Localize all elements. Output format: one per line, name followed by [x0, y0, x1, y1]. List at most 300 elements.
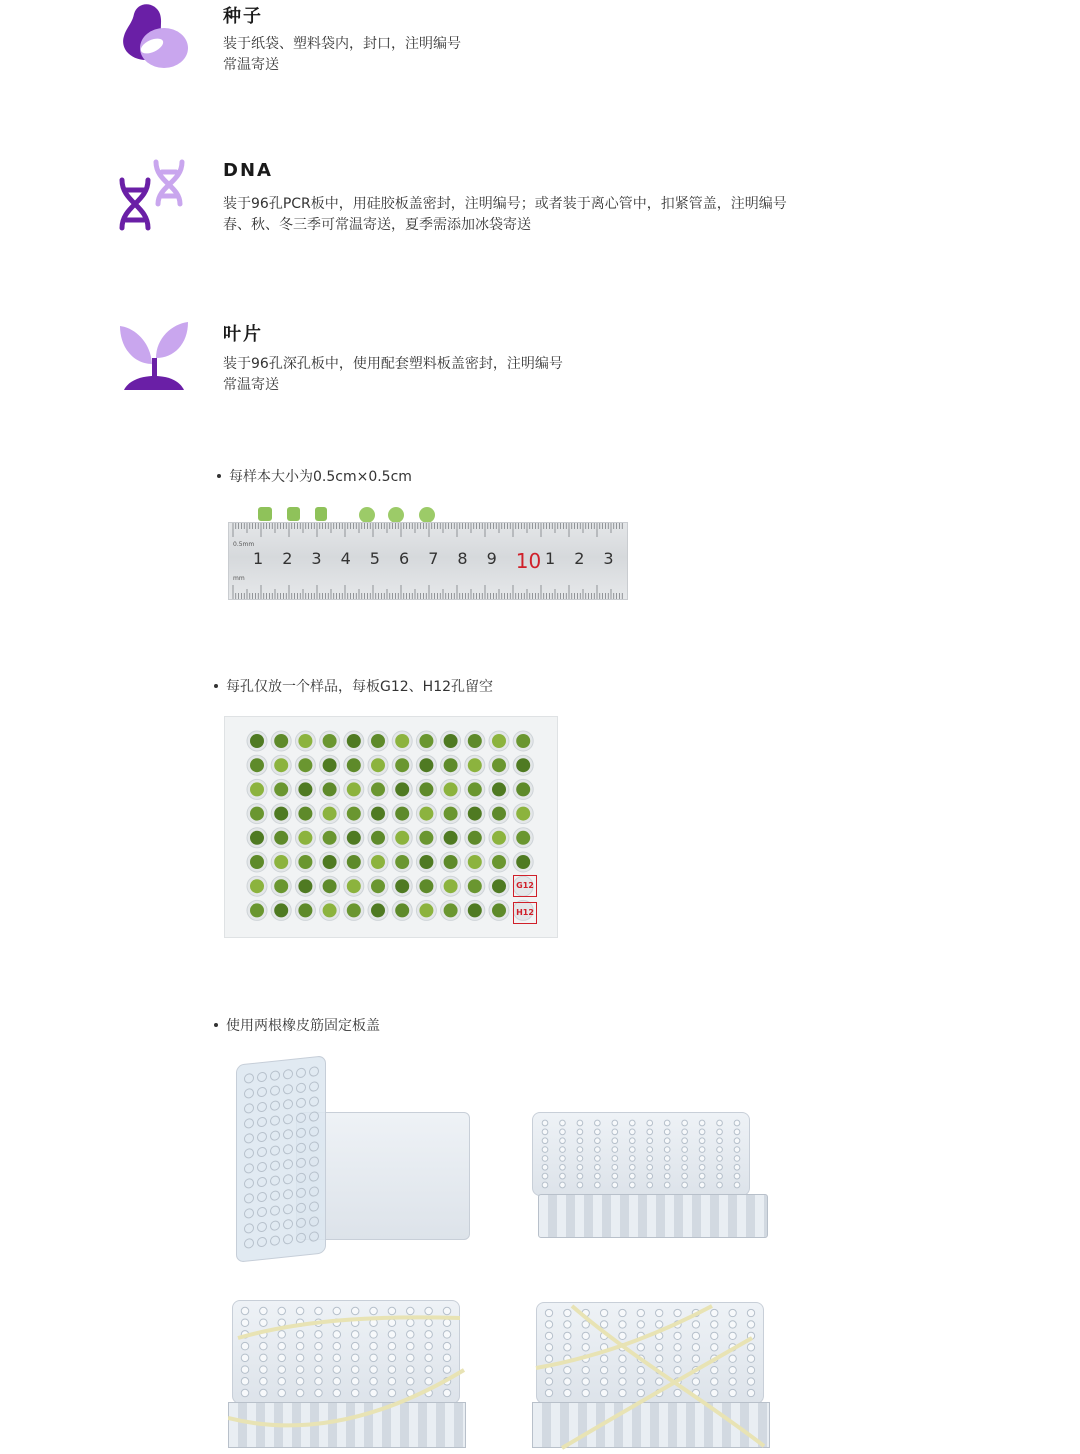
- section-line: 常温寄送: [223, 57, 279, 73]
- lid-well: [284, 1129, 293, 1139]
- bullet-text: 每孔仅放一个样品，每板G12、H12孔留空: [226, 679, 494, 695]
- ruler-number: 4: [340, 549, 351, 568]
- ruler-scale-label: 0.5mm: [233, 541, 255, 548]
- plate-well: [647, 1129, 653, 1135]
- plate-well: [577, 1120, 583, 1126]
- lid-well: [297, 1158, 306, 1168]
- lid-well: [284, 1099, 293, 1109]
- rubber-bands: [532, 1298, 770, 1450]
- plate-well: [560, 1120, 566, 1126]
- plate-well: [542, 1129, 548, 1135]
- plate-well: [682, 1173, 688, 1179]
- lid-well: [284, 1174, 293, 1184]
- lid-well: [271, 1101, 280, 1111]
- plate-well: [717, 1147, 723, 1153]
- lid-well: [258, 1132, 267, 1142]
- plate-well: [595, 1147, 601, 1153]
- plate-well: [629, 1182, 635, 1188]
- leaf-sample: [516, 807, 530, 821]
- plate-lid: [236, 1055, 326, 1262]
- leaf-sample: [371, 734, 385, 748]
- leaf-sample: [444, 831, 458, 845]
- leaf-sample: [323, 879, 337, 893]
- leaf-sample: [419, 855, 433, 869]
- lid-well: [297, 1143, 306, 1153]
- plate-well: [717, 1182, 723, 1188]
- plate-well: [612, 1164, 618, 1170]
- leaf-sample: [516, 782, 530, 796]
- plate-well: [664, 1156, 670, 1162]
- plate-well: [682, 1156, 688, 1162]
- ruler-number: 3: [603, 549, 614, 568]
- leaf-sample: [250, 855, 264, 869]
- leaf-sample: [444, 903, 458, 917]
- ruler-unit-label: mm: [233, 575, 245, 582]
- plate-well: [734, 1164, 740, 1170]
- lid-well: [271, 1146, 280, 1156]
- leaf-sample: [298, 734, 312, 748]
- lid-well: [284, 1219, 293, 1229]
- leaf-sample: [419, 782, 433, 796]
- plate-well: [734, 1173, 740, 1179]
- leaf-sample: [323, 807, 337, 821]
- plate-well: [664, 1138, 670, 1144]
- lid-well: [310, 1112, 319, 1122]
- lid-well: [271, 1236, 280, 1246]
- leaf-sample: [419, 903, 433, 917]
- leaf-sample: [323, 782, 337, 796]
- ruler-number: 6: [399, 549, 410, 568]
- leaf-sample: [274, 782, 288, 796]
- plate-well: [664, 1129, 670, 1135]
- lid-well: [297, 1113, 306, 1123]
- plate-well: [647, 1173, 653, 1179]
- plate-well: [612, 1173, 618, 1179]
- leaf-sample: [468, 734, 482, 748]
- plate-well: [664, 1147, 670, 1153]
- leaf-sample: [419, 807, 433, 821]
- leaf-sample: [371, 831, 385, 845]
- lid-well: [271, 1176, 280, 1186]
- plate-well: [682, 1147, 688, 1153]
- leaf-sample: [250, 831, 264, 845]
- leaf-sample: [371, 879, 385, 893]
- lid-well: [310, 1142, 319, 1152]
- ruler-number: 1: [253, 549, 264, 568]
- leaf-sample: [250, 879, 264, 893]
- leaf-sample: [444, 734, 458, 748]
- plate-well: [577, 1164, 583, 1170]
- ruler-number: 2: [282, 549, 293, 568]
- plate-well: [612, 1138, 618, 1144]
- leaf-sample: [395, 758, 409, 772]
- plate-well: [664, 1120, 670, 1126]
- leaf-sample: [323, 734, 337, 748]
- leaf-sample: [444, 782, 458, 796]
- leaf-sample: [250, 807, 264, 821]
- plate-well: [629, 1138, 635, 1144]
- plate-well: [734, 1120, 740, 1126]
- section-line: 装于96孔PCR板中，用硅胶板盖密封，注明编号；或者装于离心管中，扣紧管盖，注明编号: [223, 196, 787, 212]
- leaf-sample: [323, 831, 337, 845]
- plate-well: [577, 1156, 583, 1162]
- leaf-sample: [492, 734, 506, 748]
- leaf-sample: [516, 831, 530, 845]
- section-title: 种子: [223, 6, 263, 27]
- seed-icon: [116, 0, 192, 76]
- plate-well: [577, 1129, 583, 1135]
- plate-well: [560, 1129, 566, 1135]
- lid-well: [258, 1087, 267, 1097]
- plate-well: [664, 1182, 670, 1188]
- lid-well: [245, 1208, 254, 1218]
- ruler-number: 9: [486, 549, 497, 568]
- leaf-sample: [347, 758, 361, 772]
- plate-well: [699, 1182, 705, 1188]
- plate-well: [595, 1120, 601, 1126]
- plate-well: [647, 1182, 653, 1188]
- leaf-sample: [419, 831, 433, 845]
- plate-well: [734, 1138, 740, 1144]
- section-line: 装于96孔深孔板中，使用配套塑料板盖密封，注明编号: [223, 356, 563, 372]
- plate-well: [595, 1138, 601, 1144]
- dna-icon: [116, 158, 192, 234]
- lid-well: [271, 1071, 280, 1081]
- leaf-sample: [298, 879, 312, 893]
- ruler-photo: [228, 500, 628, 600]
- section-title: 叶片: [223, 324, 263, 345]
- plate-well: [734, 1156, 740, 1162]
- lid-well: [245, 1073, 254, 1083]
- plate-with-bands-photo: [532, 1298, 770, 1450]
- bullet-dot: [217, 474, 221, 478]
- plate-well: [542, 1138, 548, 1144]
- bullet-item: [217, 466, 412, 486]
- leaf-sample: [395, 831, 409, 845]
- plate-well: [612, 1156, 618, 1162]
- plate-well: [699, 1147, 705, 1153]
- leaf-sample: [347, 807, 361, 821]
- lid-well: [310, 1157, 319, 1167]
- plate-well: [577, 1182, 583, 1188]
- lid-well: [284, 1234, 293, 1244]
- lid-well: [284, 1144, 293, 1154]
- ruler-number: 2: [574, 549, 585, 568]
- plate-well: [699, 1156, 705, 1162]
- leaf-sample: [274, 903, 288, 917]
- plate-well: [595, 1164, 601, 1170]
- lid-well: [271, 1206, 280, 1216]
- plate-well: [734, 1129, 740, 1135]
- leaf-sample: [395, 879, 409, 893]
- leaf-sample: [347, 734, 361, 748]
- bullet-dot: [214, 684, 218, 688]
- plate-well: [699, 1173, 705, 1179]
- lid-well: [245, 1223, 254, 1233]
- plate-well: [560, 1147, 566, 1153]
- plate-well: [699, 1138, 705, 1144]
- leaf-sample: [371, 903, 385, 917]
- lid-well: [297, 1083, 306, 1093]
- leaf-sample: [323, 758, 337, 772]
- leaf-sample: [395, 807, 409, 821]
- leaf-sample: [468, 879, 482, 893]
- lid-wells: [237, 1056, 325, 1261]
- leaf-sample: [298, 758, 312, 772]
- section-line: 常温寄送: [223, 377, 279, 393]
- lid-well: [245, 1163, 254, 1173]
- lid-well: [271, 1221, 280, 1231]
- leaf-sample: [468, 855, 482, 869]
- lid-well: [310, 1127, 319, 1137]
- lid-well: [310, 1187, 319, 1197]
- section-line: 装于纸袋、塑料袋内，封口，注明编号: [223, 36, 461, 52]
- bullet-text: 使用两根橡皮筋固定板盖: [226, 1018, 380, 1034]
- leaf-sample: [395, 782, 409, 796]
- leaf-sample: [444, 758, 458, 772]
- lid-well: [284, 1159, 293, 1169]
- lid-well: [271, 1086, 280, 1096]
- lid-well: [297, 1218, 306, 1228]
- plate-well: [595, 1129, 601, 1135]
- plate-well: [647, 1138, 653, 1144]
- plate-well: [717, 1156, 723, 1162]
- lid-well: [310, 1067, 319, 1077]
- plate-well: [612, 1182, 618, 1188]
- leaf-sample: [274, 807, 288, 821]
- leaf-sample: [323, 903, 337, 917]
- lid-well: [284, 1069, 293, 1079]
- leaf-sample: [395, 903, 409, 917]
- plate-well: [682, 1120, 688, 1126]
- section-title: DNA: [223, 160, 273, 181]
- plate-label-h12: H12: [513, 902, 537, 924]
- leaf-sample: [371, 758, 385, 772]
- leaf-sample: [250, 903, 264, 917]
- plate-well: [682, 1138, 688, 1144]
- plate-well: [577, 1147, 583, 1153]
- bullet-dot: [214, 1023, 218, 1027]
- leaf-sample: [492, 855, 506, 869]
- plate-well: [699, 1120, 705, 1126]
- plate-well: [629, 1156, 635, 1162]
- leaf-sample: [468, 782, 482, 796]
- plate-well: [717, 1129, 723, 1135]
- plate-well: [629, 1129, 635, 1135]
- plate-well: [560, 1138, 566, 1144]
- plate-well: [647, 1156, 653, 1162]
- leaf-sample: [492, 807, 506, 821]
- rubber-bands: [228, 1298, 466, 1450]
- plate-well: [577, 1138, 583, 1144]
- leaf-sample: [347, 903, 361, 917]
- plate-photo: [224, 716, 558, 938]
- plate-well: [717, 1120, 723, 1126]
- leaf-sample: [492, 903, 506, 917]
- lid-well: [297, 1188, 306, 1198]
- plate-skirt: [538, 1194, 768, 1238]
- plate-well: [612, 1120, 618, 1126]
- plate-well: [699, 1164, 705, 1170]
- plate-well: [717, 1164, 723, 1170]
- lid-well: [258, 1102, 267, 1112]
- plate-well: [734, 1147, 740, 1153]
- lid-well: [258, 1207, 267, 1217]
- leaf-sample: [250, 782, 264, 796]
- plate-well: [734, 1182, 740, 1188]
- lid-well: [297, 1128, 306, 1138]
- lid-well: [284, 1084, 293, 1094]
- plate-well: [612, 1129, 618, 1135]
- plate-well: [560, 1173, 566, 1179]
- ruler-number: 8: [457, 549, 468, 568]
- lid-well: [310, 1202, 319, 1212]
- leaf-sample: [395, 734, 409, 748]
- lid-well: [245, 1148, 254, 1158]
- lid-well: [310, 1082, 319, 1092]
- lid-well: [297, 1173, 306, 1183]
- section-line: 春、秋、冬三季可常温寄送，夏季需添加冰袋寄送: [223, 217, 531, 233]
- plate-well: [699, 1129, 705, 1135]
- lid-well: [258, 1147, 267, 1157]
- lid-well: [245, 1193, 254, 1203]
- leaf-sample: [492, 758, 506, 772]
- leaf-sample: [492, 782, 506, 796]
- leaf-sample: [371, 807, 385, 821]
- lid-well: [297, 1233, 306, 1243]
- leaf-sample: [492, 831, 506, 845]
- leaf-sample: [371, 855, 385, 869]
- plate-well: [647, 1120, 653, 1126]
- leaf-sample: [492, 879, 506, 893]
- ruler-number: 3: [311, 549, 322, 568]
- lid-well: [284, 1114, 293, 1124]
- plate-well: [560, 1156, 566, 1162]
- ruler-number: 1: [545, 549, 556, 568]
- plate-well: [629, 1120, 635, 1126]
- leaf-sample: [468, 903, 482, 917]
- lid-well: [258, 1237, 267, 1247]
- lid-well: [271, 1116, 280, 1126]
- deep-well-plate-closed-photo: [528, 1108, 768, 1244]
- leaf-sample: [274, 758, 288, 772]
- leaf-sample: [274, 831, 288, 845]
- leaf-sample: [274, 879, 288, 893]
- plate-well: [542, 1156, 548, 1162]
- plate-well: [542, 1147, 548, 1153]
- lid-well: [258, 1222, 267, 1232]
- lid-well: [245, 1088, 254, 1098]
- lid-well: [258, 1177, 267, 1187]
- lid-well: [271, 1161, 280, 1171]
- leaf-sample: [419, 879, 433, 893]
- plate-well: [560, 1182, 566, 1188]
- leaf-sample: [468, 758, 482, 772]
- leaf-sample: [298, 782, 312, 796]
- lid-well: [258, 1192, 267, 1202]
- lid-well: [245, 1178, 254, 1188]
- lid-well: [310, 1232, 319, 1242]
- leaf-sample: [347, 831, 361, 845]
- leaf-sample: [395, 855, 409, 869]
- leaf-sample: [298, 903, 312, 917]
- lid-well: [258, 1117, 267, 1127]
- lid-well: [258, 1162, 267, 1172]
- plate-wells: [225, 717, 557, 937]
- leaf-sample: [516, 734, 530, 748]
- plate-label-g12: G12: [513, 875, 537, 897]
- deep-well-plate-open-photo: [226, 1054, 472, 1264]
- lid-well: [310, 1217, 319, 1227]
- lid-well: [258, 1072, 267, 1082]
- bullet-item: [214, 1015, 380, 1035]
- plate-with-bands-photo: [228, 1298, 466, 1450]
- leaf-sample: [516, 758, 530, 772]
- lid-well: [245, 1118, 254, 1128]
- plate-well: [577, 1173, 583, 1179]
- lid-well: [271, 1131, 280, 1141]
- plate-well: [612, 1147, 618, 1153]
- ruler: [228, 522, 628, 600]
- plate-well: [542, 1164, 548, 1170]
- leaf-sample: [468, 807, 482, 821]
- plate-well: [595, 1173, 601, 1179]
- leaf-sample: [444, 855, 458, 869]
- leaf-sample: [298, 807, 312, 821]
- leaf-sample: [298, 855, 312, 869]
- plate-well: [629, 1164, 635, 1170]
- lid-well: [310, 1172, 319, 1182]
- leaf-sample: [323, 855, 337, 869]
- lid-well: [271, 1191, 280, 1201]
- plate-well: [682, 1164, 688, 1170]
- bullet-item: [214, 676, 493, 696]
- leaf-sample: [371, 782, 385, 796]
- leaf-sample: [516, 855, 530, 869]
- leaf-sample: [419, 734, 433, 748]
- leaf-sample: [419, 758, 433, 772]
- lid-well: [297, 1068, 306, 1078]
- lid-well: [310, 1097, 319, 1107]
- plate-well: [595, 1182, 601, 1188]
- lid-well: [284, 1204, 293, 1214]
- plate-well: [682, 1129, 688, 1135]
- leaf-sample: [274, 734, 288, 748]
- leaf-sample: [468, 831, 482, 845]
- lid-well: [297, 1098, 306, 1108]
- leaf-sample: [347, 782, 361, 796]
- leaf-sample: [347, 879, 361, 893]
- leaf-sample: [444, 807, 458, 821]
- ruler-number: 5: [369, 549, 380, 568]
- bullet-text: 每样本大小为0.5cm×0.5cm: [229, 469, 412, 485]
- sprout-icon: [116, 318, 192, 394]
- plate-well: [682, 1182, 688, 1188]
- leaf-sample: [298, 831, 312, 845]
- lid-well: [245, 1133, 254, 1143]
- plate-well: [664, 1173, 670, 1179]
- plate-well: [647, 1164, 653, 1170]
- plate-well: [664, 1164, 670, 1170]
- leaf-sample: [444, 879, 458, 893]
- plate-well: [647, 1147, 653, 1153]
- plate-well: [629, 1173, 635, 1179]
- leaf-sample: [250, 758, 264, 772]
- plate-well: [542, 1182, 548, 1188]
- plate-well: [595, 1156, 601, 1162]
- ruler-number: 7: [428, 549, 439, 568]
- plate-well: [542, 1173, 548, 1179]
